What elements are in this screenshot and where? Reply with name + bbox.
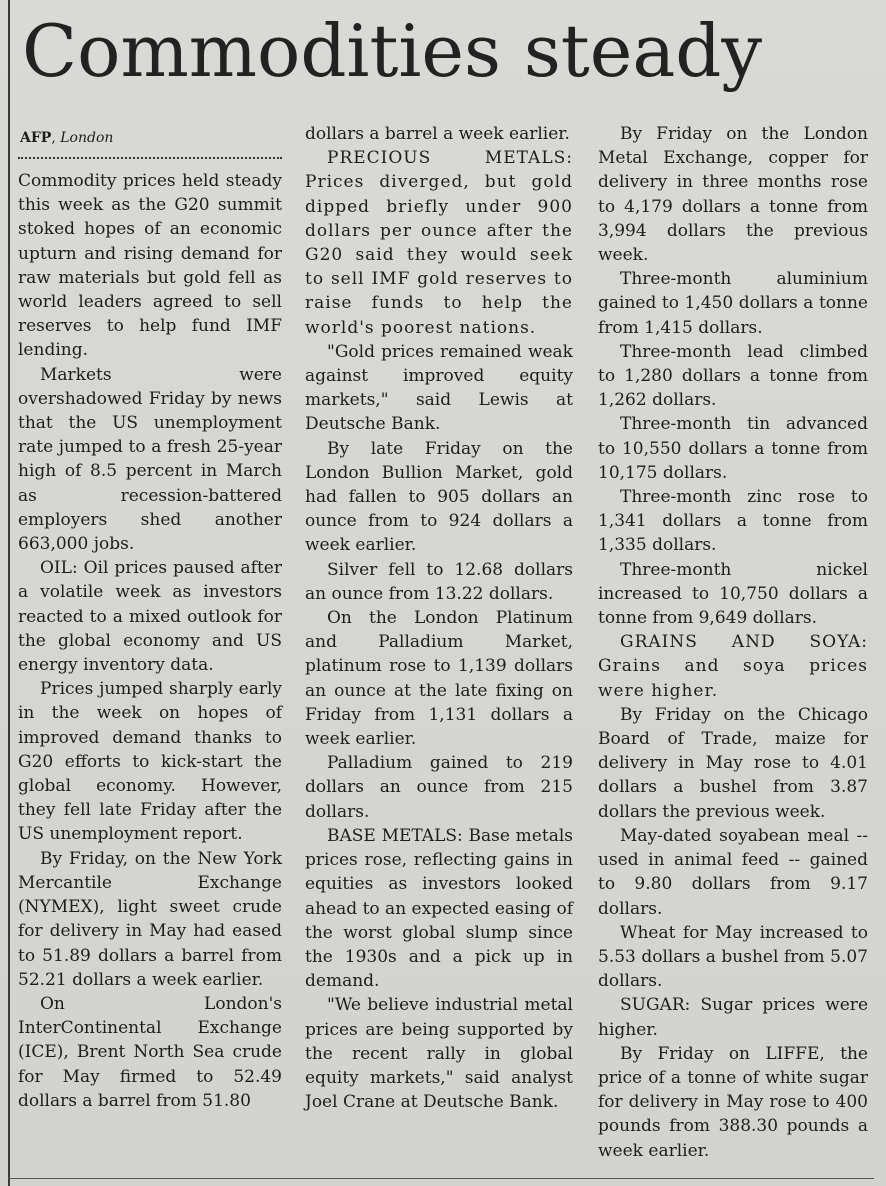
section-paragraph: PRECIOUS METALS: Prices diverged, but gold dipped briefly under 900 dollars per ounce after the G20 said they would seek to sell IMF gold reserves to raise funds to help the world's poorest nations. — [305, 148, 573, 338]
paragraph: By Friday on LIFFE, the price of a tonne of white sugar for delivery in May rose to 400 pounds from 388.30 pounds a week earlier. — [598, 1043, 868, 1161]
paragraph: Three-month zinc rose to 1,341 dollars a tonne from 1,335 dollars. — [598, 487, 868, 556]
byline-separator: , — [51, 130, 61, 146]
paragraph: Three-month nickel increased to 10,750 dollars a tonne from 9,649 dollars. — [598, 559, 868, 629]
paragraph: OIL: Oil prices paused after a volatile week as investors reacted to a mixed outlook for the global economy and US energy inventory data. — [18, 558, 282, 676]
paragraph: dollars a barrel a week earlier. — [305, 124, 570, 144]
paragraph: By Friday on the London Metal Exchange, copper for delivery in three months rose to 4,179 dollars a tonne from 3,994 dollars the previous week. — [598, 124, 868, 266]
paragraph: On London's InterContinental Exchange (ICE), Brent North Sea crude for May firmed to 52.49 dollars a barrel from 51.80 — [18, 993, 282, 1111]
section-paragraph: GRAINS AND SOYA: Grains and soya prices were higher. — [598, 632, 868, 701]
paragraph: Three-month tin advanced to 10,550 dollars a tonne from 10,175 dollars. — [598, 414, 868, 483]
headline: Commodities steady — [22, 9, 763, 93]
paragraph: Three-month lead climbed to 1,280 dollars a tonne from 1,262 dollars. — [598, 341, 868, 411]
byline-city: London — [60, 130, 114, 146]
paragraph: Wheat for May increased to 5.53 dollars a bushel from 5.07 dollars. — [598, 922, 868, 992]
paragraph: "Gold prices remained weak against improved equity markets," said Lewis at Deutsche Bank. — [305, 341, 573, 435]
paragraph: Markets were overshadowed Friday by news that the US unemployment rate jumped to a fresh 25-year high of 8.5 percent in March as recession-battered employers shed another 663,000 jobs. — [18, 364, 282, 555]
paragraph: Prices jumped sharply early in the week on hopes of improved demand thanks to G20 efforts to kick-start the global economy. However, they fell late Friday after the US unemployment report. — [18, 679, 282, 845]
paragraph: May-dated soyabean meal -- used in animal feed -- gained to 9.80 dollars from 9.17 dollars. — [598, 825, 868, 919]
article-column-3 — [598, 122, 868, 1163]
paragraph: On the London Platinum and Palladium Market, platinum rose to 1,139 dollars an ounce at the late fixing on Friday from 1,131 dollars a week earlier. — [305, 608, 573, 750]
dotted-divider — [18, 157, 282, 161]
paragraph: By Friday, on the New York Mercantile Exchange (NYMEX), light sweet crude for delivery in May had eased to 51.89 dollars a barrel from 52.21 dollars a week earlier. — [18, 848, 282, 990]
bottom-rule — [8, 1178, 874, 1179]
article-column-2 — [305, 122, 573, 1114]
paragraph: By Friday on the Chicago Board of Trade, maize for delivery in May rose to 4.01 dollars a bushel from 3.87 dollars the previous week. — [598, 704, 868, 822]
section-paragraph: BASE METALS: Base metals prices rose, reflecting gains in equities as investors looked ahead to an expected easing of the worst global slump since the 1930s and a pick up in demand. — [305, 825, 573, 992]
paragraph: Silver fell to 12.68 dollars an ounce from 13.22 dollars. — [305, 559, 573, 604]
column-rule — [8, 0, 10, 1186]
byline — [20, 127, 282, 149]
paragraph: Commodity prices held steady this week as the G20 summit stoked hopes of an economic upturn and rising demand for raw materials but gold fell as world leaders agreed to sell reserves to help fund IMF lending. — [18, 171, 282, 361]
paragraph: "We believe industrial metal prices are being supported by the recent rally in global equity markets," said analyst Joel Crane at Deutsche Bank. — [305, 995, 573, 1113]
paragraph: By late Friday on the London Bullion Market, gold had fallen to 905 dollars an ounce from to 924 dollars a week earlier. — [305, 438, 573, 556]
byline-agency: AFP — [20, 130, 52, 146]
section-paragraph: SUGAR: Sugar prices were higher. — [598, 995, 868, 1040]
article-column-1 — [18, 122, 282, 1113]
paragraph: Palladium gained to 219 dollars an ounce from 215 dollars. — [305, 753, 573, 822]
paragraph: Three-month aluminium gained to 1,450 dollars a tonne from 1,415 dollars. — [598, 269, 868, 338]
